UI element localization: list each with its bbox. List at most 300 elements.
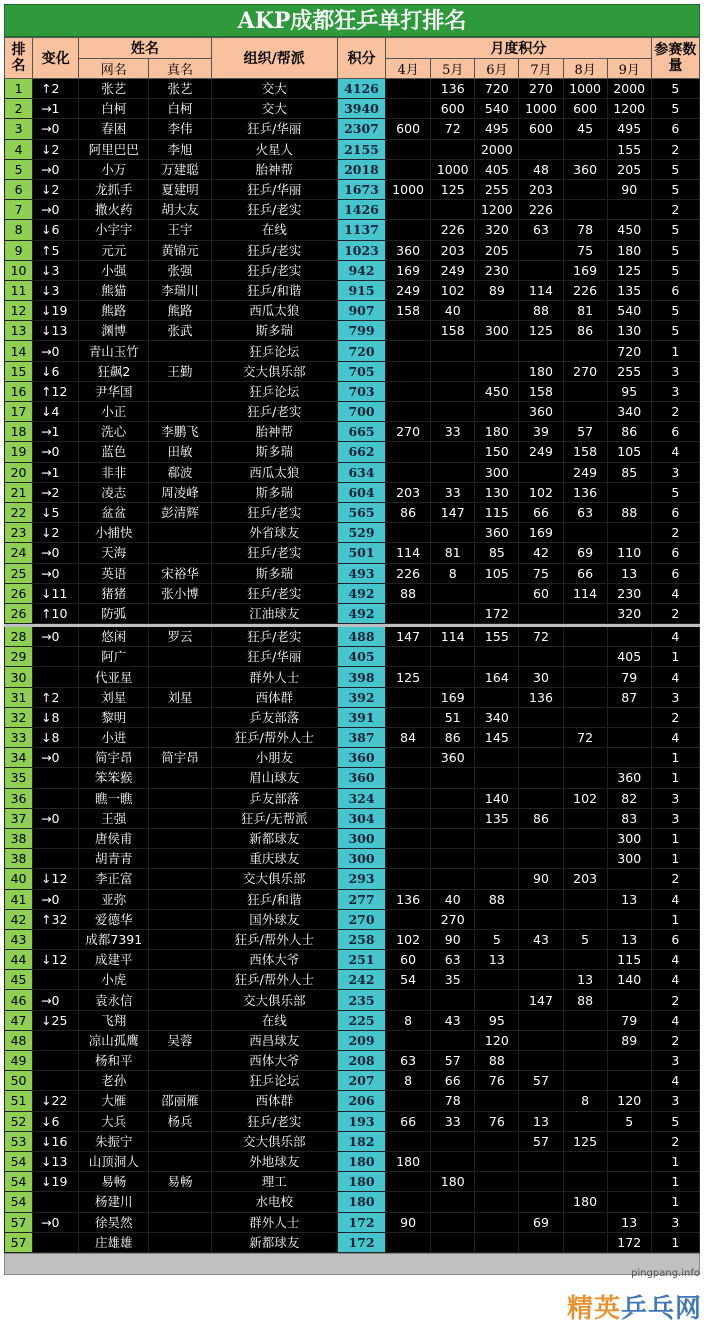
table-row [5, 1232, 700, 1252]
month-cell [386, 1091, 431, 1111]
realname-cell: 黄锦元 [149, 240, 211, 260]
month-cell [475, 687, 519, 707]
header-month-4: 4月 [386, 59, 431, 79]
nickname-cell: 唐侯甫 [79, 828, 149, 848]
count-cell: 4 [651, 583, 699, 603]
realname-cell [149, 341, 211, 361]
org-cell: 狂乒/老实 [211, 627, 337, 647]
month-cell [475, 402, 519, 422]
change-cell: ↓6 [33, 1111, 79, 1131]
change-cell [33, 929, 79, 949]
rank-cell: 54 [5, 1151, 33, 1171]
table-row [5, 200, 700, 220]
table-row [5, 1212, 700, 1232]
count-cell: 5 [651, 1111, 699, 1131]
month-cell: 340 [475, 707, 519, 727]
month-cell: 300 [607, 849, 651, 869]
table-row [5, 667, 700, 687]
rank-cell: 29 [5, 647, 33, 667]
table-row [5, 788, 700, 808]
month-cell: 600 [431, 99, 475, 119]
month-cell: 86 [563, 321, 607, 341]
month-cell: 90 [519, 869, 563, 889]
points-cell: 258 [337, 929, 385, 949]
month-cell [431, 603, 475, 623]
count-cell: 4 [651, 889, 699, 909]
month-cell: 69 [563, 543, 607, 563]
count-cell: 3 [651, 687, 699, 707]
realname-cell [149, 647, 211, 667]
change-cell: →1 [33, 99, 79, 119]
rank-cell: 41 [5, 889, 33, 909]
month-cell: 203 [563, 869, 607, 889]
realname-cell: 胡大友 [149, 200, 211, 220]
points-cell: 172 [337, 1212, 385, 1232]
month-cell: 270 [563, 361, 607, 381]
count-cell: 1 [651, 748, 699, 768]
nickname-cell: 阿广 [79, 647, 149, 667]
nickname-cell: 龙抓手 [79, 179, 149, 199]
points-cell: 277 [337, 889, 385, 909]
count-cell: 2 [651, 523, 699, 543]
realname-cell: 熊路 [149, 301, 211, 321]
nickname-cell: 袁永信 [79, 990, 149, 1010]
org-cell: 眉山球友 [211, 768, 337, 788]
month-cell: 102 [431, 280, 475, 300]
points-cell: 705 [337, 361, 385, 381]
points-cell: 492 [337, 603, 385, 623]
month-cell: 360 [607, 768, 651, 788]
nickname-cell: 阿里巴巴 [79, 139, 149, 159]
watermark-logo-a: 精英 [566, 1294, 621, 1324]
nickname-cell: 小强 [79, 260, 149, 280]
nickname-cell: 笨笨猴 [79, 768, 149, 788]
points-cell: 493 [337, 563, 385, 583]
nickname-cell: 大雁 [79, 1091, 149, 1111]
nickname-cell: 悠闲 [79, 627, 149, 647]
count-cell: 1 [651, 1151, 699, 1171]
change-cell: →0 [33, 808, 79, 828]
month-cell [563, 1232, 607, 1252]
month-cell [386, 808, 431, 828]
month-cell [386, 1172, 431, 1192]
month-cell: 249 [519, 442, 563, 462]
count-cell: 2 [651, 603, 699, 623]
month-cell [563, 647, 607, 667]
change-cell: →0 [33, 563, 79, 583]
month-cell: 1000 [519, 99, 563, 119]
realname-cell: 李旭 [149, 139, 211, 159]
nickname-cell: 凌志 [79, 482, 149, 502]
month-cell [563, 808, 607, 828]
month-cell [563, 523, 607, 543]
change-cell [33, 1192, 79, 1212]
nickname-cell: 王强 [79, 808, 149, 828]
change-cell: →0 [33, 627, 79, 647]
realname-cell [149, 1051, 211, 1071]
count-cell: 5 [651, 159, 699, 179]
month-cell [519, 1091, 563, 1111]
points-cell: 799 [337, 321, 385, 341]
rank-cell: 13 [5, 321, 33, 341]
month-cell [519, 707, 563, 727]
rank-cell: 26 [5, 583, 33, 603]
month-cell: 13 [563, 970, 607, 990]
month-cell: 45 [563, 119, 607, 139]
rank-cell: 3 [5, 119, 33, 139]
month-cell: 66 [431, 1071, 475, 1091]
change-cell: ↓12 [33, 950, 79, 970]
realname-cell [149, 1232, 211, 1252]
month-cell: 76 [475, 1111, 519, 1131]
rank-cell: 51 [5, 1091, 33, 1111]
month-cell: 110 [607, 543, 651, 563]
count-cell: 4 [651, 950, 699, 970]
month-cell [607, 627, 651, 647]
month-cell: 120 [475, 1030, 519, 1050]
nickname-cell: 爱德华 [79, 909, 149, 929]
month-cell [431, 849, 475, 869]
points-cell: 392 [337, 687, 385, 707]
month-cell [475, 909, 519, 929]
table-row [5, 1091, 700, 1111]
org-cell: 交大俱乐部 [211, 1131, 337, 1151]
org-cell: 胎神帮 [211, 422, 337, 442]
month-cell [431, 200, 475, 220]
rank-cell: 26 [5, 603, 33, 623]
month-cell: 450 [607, 220, 651, 240]
month-cell: 78 [431, 1091, 475, 1111]
month-cell: 8 [431, 563, 475, 583]
month-cell [475, 1232, 519, 1252]
org-cell: 狂乒/老实 [211, 200, 337, 220]
month-cell: 5 [475, 929, 519, 949]
month-cell: 115 [475, 502, 519, 522]
realname-cell: 杨兵 [149, 1111, 211, 1131]
org-cell: 狂乒/和谐 [211, 889, 337, 909]
month-cell: 86 [386, 502, 431, 522]
month-cell: 249 [386, 280, 431, 300]
realname-cell: 李鹏飞 [149, 422, 211, 442]
month-cell [386, 1192, 431, 1212]
month-cell [431, 768, 475, 788]
nickname-cell: 元元 [79, 240, 149, 260]
month-cell [431, 1131, 475, 1151]
table-row [5, 220, 700, 240]
month-cell [519, 1192, 563, 1212]
realname-cell [149, 929, 211, 949]
month-cell: 88 [386, 583, 431, 603]
points-cell: 492 [337, 583, 385, 603]
month-cell [519, 1151, 563, 1171]
month-cell [519, 1030, 563, 1050]
month-cell [475, 828, 519, 848]
org-cell: 西昌球友 [211, 1030, 337, 1050]
points-cell: 529 [337, 523, 385, 543]
month-cell [563, 603, 607, 623]
month-cell: 57 [431, 1051, 475, 1071]
org-cell: 交大俱乐部 [211, 990, 337, 1010]
month-cell: 72 [519, 627, 563, 647]
org-cell: 交大 [211, 79, 337, 99]
change-cell: →2 [33, 482, 79, 502]
realname-cell [149, 849, 211, 869]
org-cell: 小朋友 [211, 748, 337, 768]
month-cell [607, 728, 651, 748]
month-cell [607, 1192, 651, 1212]
count-cell: 5 [651, 482, 699, 502]
header-month-7: 7月 [519, 59, 563, 79]
month-cell [519, 341, 563, 361]
count-cell: 2 [651, 1030, 699, 1050]
org-cell: 水电校 [211, 1192, 337, 1212]
month-cell: 76 [475, 1071, 519, 1091]
month-cell: 86 [607, 422, 651, 442]
month-cell [607, 748, 651, 768]
month-cell: 1000 [386, 179, 431, 199]
change-cell: →0 [33, 543, 79, 563]
month-cell [386, 79, 431, 99]
month-cell [563, 627, 607, 647]
month-cell [475, 869, 519, 889]
month-cell: 130 [475, 482, 519, 502]
rank-cell: 22 [5, 502, 33, 522]
nickname-cell: 狂飙2 [79, 361, 149, 381]
nickname-cell: 熊猫 [79, 280, 149, 300]
month-cell: 78 [563, 220, 607, 240]
rank-cell: 2 [5, 99, 33, 119]
table-row [5, 361, 700, 381]
nickname-cell: 山顶洞人 [79, 1151, 149, 1171]
points-cell: 942 [337, 260, 385, 280]
month-cell: 158 [386, 301, 431, 321]
month-cell [386, 402, 431, 422]
header-month-9: 9月 [607, 59, 651, 79]
month-cell: 360 [475, 523, 519, 543]
table-row [5, 970, 700, 990]
table-row [5, 828, 700, 848]
month-cell: 66 [563, 563, 607, 583]
rank-cell: 57 [5, 1232, 33, 1252]
table-row [5, 321, 700, 341]
org-cell: 交大俱乐部 [211, 869, 337, 889]
month-cell [475, 768, 519, 788]
month-cell [386, 321, 431, 341]
nickname-cell: 英语 [79, 563, 149, 583]
realname-cell [149, 1010, 211, 1030]
month-cell [519, 462, 563, 482]
month-cell: 72 [563, 728, 607, 748]
month-cell [475, 1131, 519, 1151]
points-cell: 324 [337, 788, 385, 808]
nickname-cell: 尹华国 [79, 381, 149, 401]
org-cell: 西瓜太狼 [211, 462, 337, 482]
change-cell: ↓19 [33, 1172, 79, 1192]
count-cell: 6 [651, 119, 699, 139]
org-cell: 群外人士 [211, 1212, 337, 1232]
points-cell: 387 [337, 728, 385, 748]
month-cell: 226 [431, 220, 475, 240]
month-cell: 102 [386, 929, 431, 949]
month-cell: 270 [386, 422, 431, 442]
rank-cell: 38 [5, 849, 33, 869]
table-row [5, 627, 700, 647]
change-cell: ↓8 [33, 728, 79, 748]
table-row [5, 301, 700, 321]
month-cell [563, 139, 607, 159]
realname-cell [149, 970, 211, 990]
change-cell [33, 1051, 79, 1071]
nickname-cell: 简宇昂 [79, 748, 149, 768]
change-cell: ↓22 [33, 1091, 79, 1111]
month-cell [431, 1232, 475, 1252]
realname-cell: 邵丽雁 [149, 1091, 211, 1111]
month-cell [563, 341, 607, 361]
month-cell: 120 [607, 1091, 651, 1111]
rank-cell: 1 [5, 79, 33, 99]
org-cell: 理工 [211, 1172, 337, 1192]
nickname-cell: 张艺 [79, 79, 149, 99]
realname-cell: 王勤 [149, 361, 211, 381]
realname-cell [149, 1192, 211, 1212]
header-org: 组织/帮派 [211, 38, 337, 79]
header-name: 姓名 [79, 38, 211, 59]
month-cell: 54 [386, 970, 431, 990]
change-cell: ↓19 [33, 301, 79, 321]
month-cell: 205 [607, 159, 651, 179]
month-cell: 85 [607, 462, 651, 482]
month-cell: 95 [607, 381, 651, 401]
org-cell: 狂乒/老实 [211, 402, 337, 422]
month-cell [475, 1151, 519, 1171]
realname-cell [149, 950, 211, 970]
month-cell: 105 [607, 442, 651, 462]
month-cell [607, 1172, 651, 1192]
month-cell: 495 [607, 119, 651, 139]
month-cell: 125 [519, 321, 563, 341]
count-cell: 3 [651, 808, 699, 828]
month-cell [386, 647, 431, 667]
month-cell: 72 [431, 119, 475, 139]
month-cell: 600 [563, 99, 607, 119]
month-cell: 90 [607, 179, 651, 199]
rank-cell: 9 [5, 240, 33, 260]
realname-cell: 刘星 [149, 687, 211, 707]
org-cell: 江油球友 [211, 603, 337, 623]
nickname-cell: 非非 [79, 462, 149, 482]
month-cell [607, 1071, 651, 1091]
realname-cell: 万建聪 [149, 159, 211, 179]
change-cell: ↓16 [33, 1131, 79, 1151]
count-cell: 6 [651, 543, 699, 563]
count-cell: 2 [651, 402, 699, 422]
realname-cell [149, 523, 211, 543]
rank-cell: 43 [5, 929, 33, 949]
month-cell [386, 381, 431, 401]
month-cell: 90 [386, 1212, 431, 1232]
month-cell: 88 [563, 990, 607, 1010]
month-cell: 495 [475, 119, 519, 139]
org-cell: 狂乒/华丽 [211, 647, 337, 667]
change-cell: →0 [33, 200, 79, 220]
nickname-cell: 凉山孤鹰 [79, 1030, 149, 1050]
month-cell: 300 [475, 462, 519, 482]
change-cell: ↑5 [33, 240, 79, 260]
nickname-cell: 大兵 [79, 1111, 149, 1131]
month-cell: 140 [475, 788, 519, 808]
realname-cell [149, 728, 211, 748]
month-cell: 360 [386, 240, 431, 260]
month-cell [386, 869, 431, 889]
org-cell: 狂乒/和谐 [211, 280, 337, 300]
org-cell: 在线 [211, 220, 337, 240]
change-cell [33, 788, 79, 808]
realname-cell [149, 990, 211, 1010]
month-cell: 105 [475, 563, 519, 583]
change-cell [33, 1232, 79, 1252]
points-cell: 488 [337, 627, 385, 647]
month-cell: 249 [431, 260, 475, 280]
nickname-cell: 小进 [79, 728, 149, 748]
month-cell: 136 [386, 889, 431, 909]
org-cell: 狂乒/老实 [211, 260, 337, 280]
change-cell: ↑2 [33, 79, 79, 99]
count-cell: 6 [651, 280, 699, 300]
month-cell: 39 [519, 422, 563, 442]
table-row [5, 79, 700, 99]
realname-cell: 张武 [149, 321, 211, 341]
rank-cell: 54 [5, 1192, 33, 1212]
count-cell: 2 [651, 139, 699, 159]
month-cell: 43 [519, 929, 563, 949]
month-cell [563, 179, 607, 199]
nickname-cell: 小宇宇 [79, 220, 149, 240]
table-row [5, 482, 700, 502]
month-cell [386, 788, 431, 808]
realname-cell [149, 1071, 211, 1091]
month-cell [386, 442, 431, 462]
org-cell: 狂乒/老实 [211, 502, 337, 522]
month-cell: 114 [519, 280, 563, 300]
points-cell: 172 [337, 1232, 385, 1252]
month-cell [386, 1232, 431, 1252]
month-cell [519, 849, 563, 869]
month-cell [431, 523, 475, 543]
month-cell [607, 1051, 651, 1071]
month-cell [563, 768, 607, 788]
month-cell [475, 341, 519, 361]
month-cell [607, 482, 651, 502]
watermark-url: pingpang.info [631, 1268, 700, 1279]
nickname-cell: 防弧 [79, 603, 149, 623]
points-cell: 360 [337, 748, 385, 768]
org-cell: 狂乒/老实 [211, 543, 337, 563]
count-cell: 1 [651, 909, 699, 929]
points-cell: 270 [337, 909, 385, 929]
month-cell: 180 [475, 422, 519, 442]
rank-cell: 8 [5, 220, 33, 240]
realname-cell: 彭清辉 [149, 502, 211, 522]
table-row [5, 889, 700, 909]
month-cell: 340 [607, 402, 651, 422]
month-cell: 230 [475, 260, 519, 280]
month-cell: 450 [475, 381, 519, 401]
realname-cell [149, 1131, 211, 1151]
month-cell [563, 667, 607, 687]
month-cell [431, 828, 475, 848]
month-cell: 320 [607, 603, 651, 623]
month-cell: 102 [519, 482, 563, 502]
